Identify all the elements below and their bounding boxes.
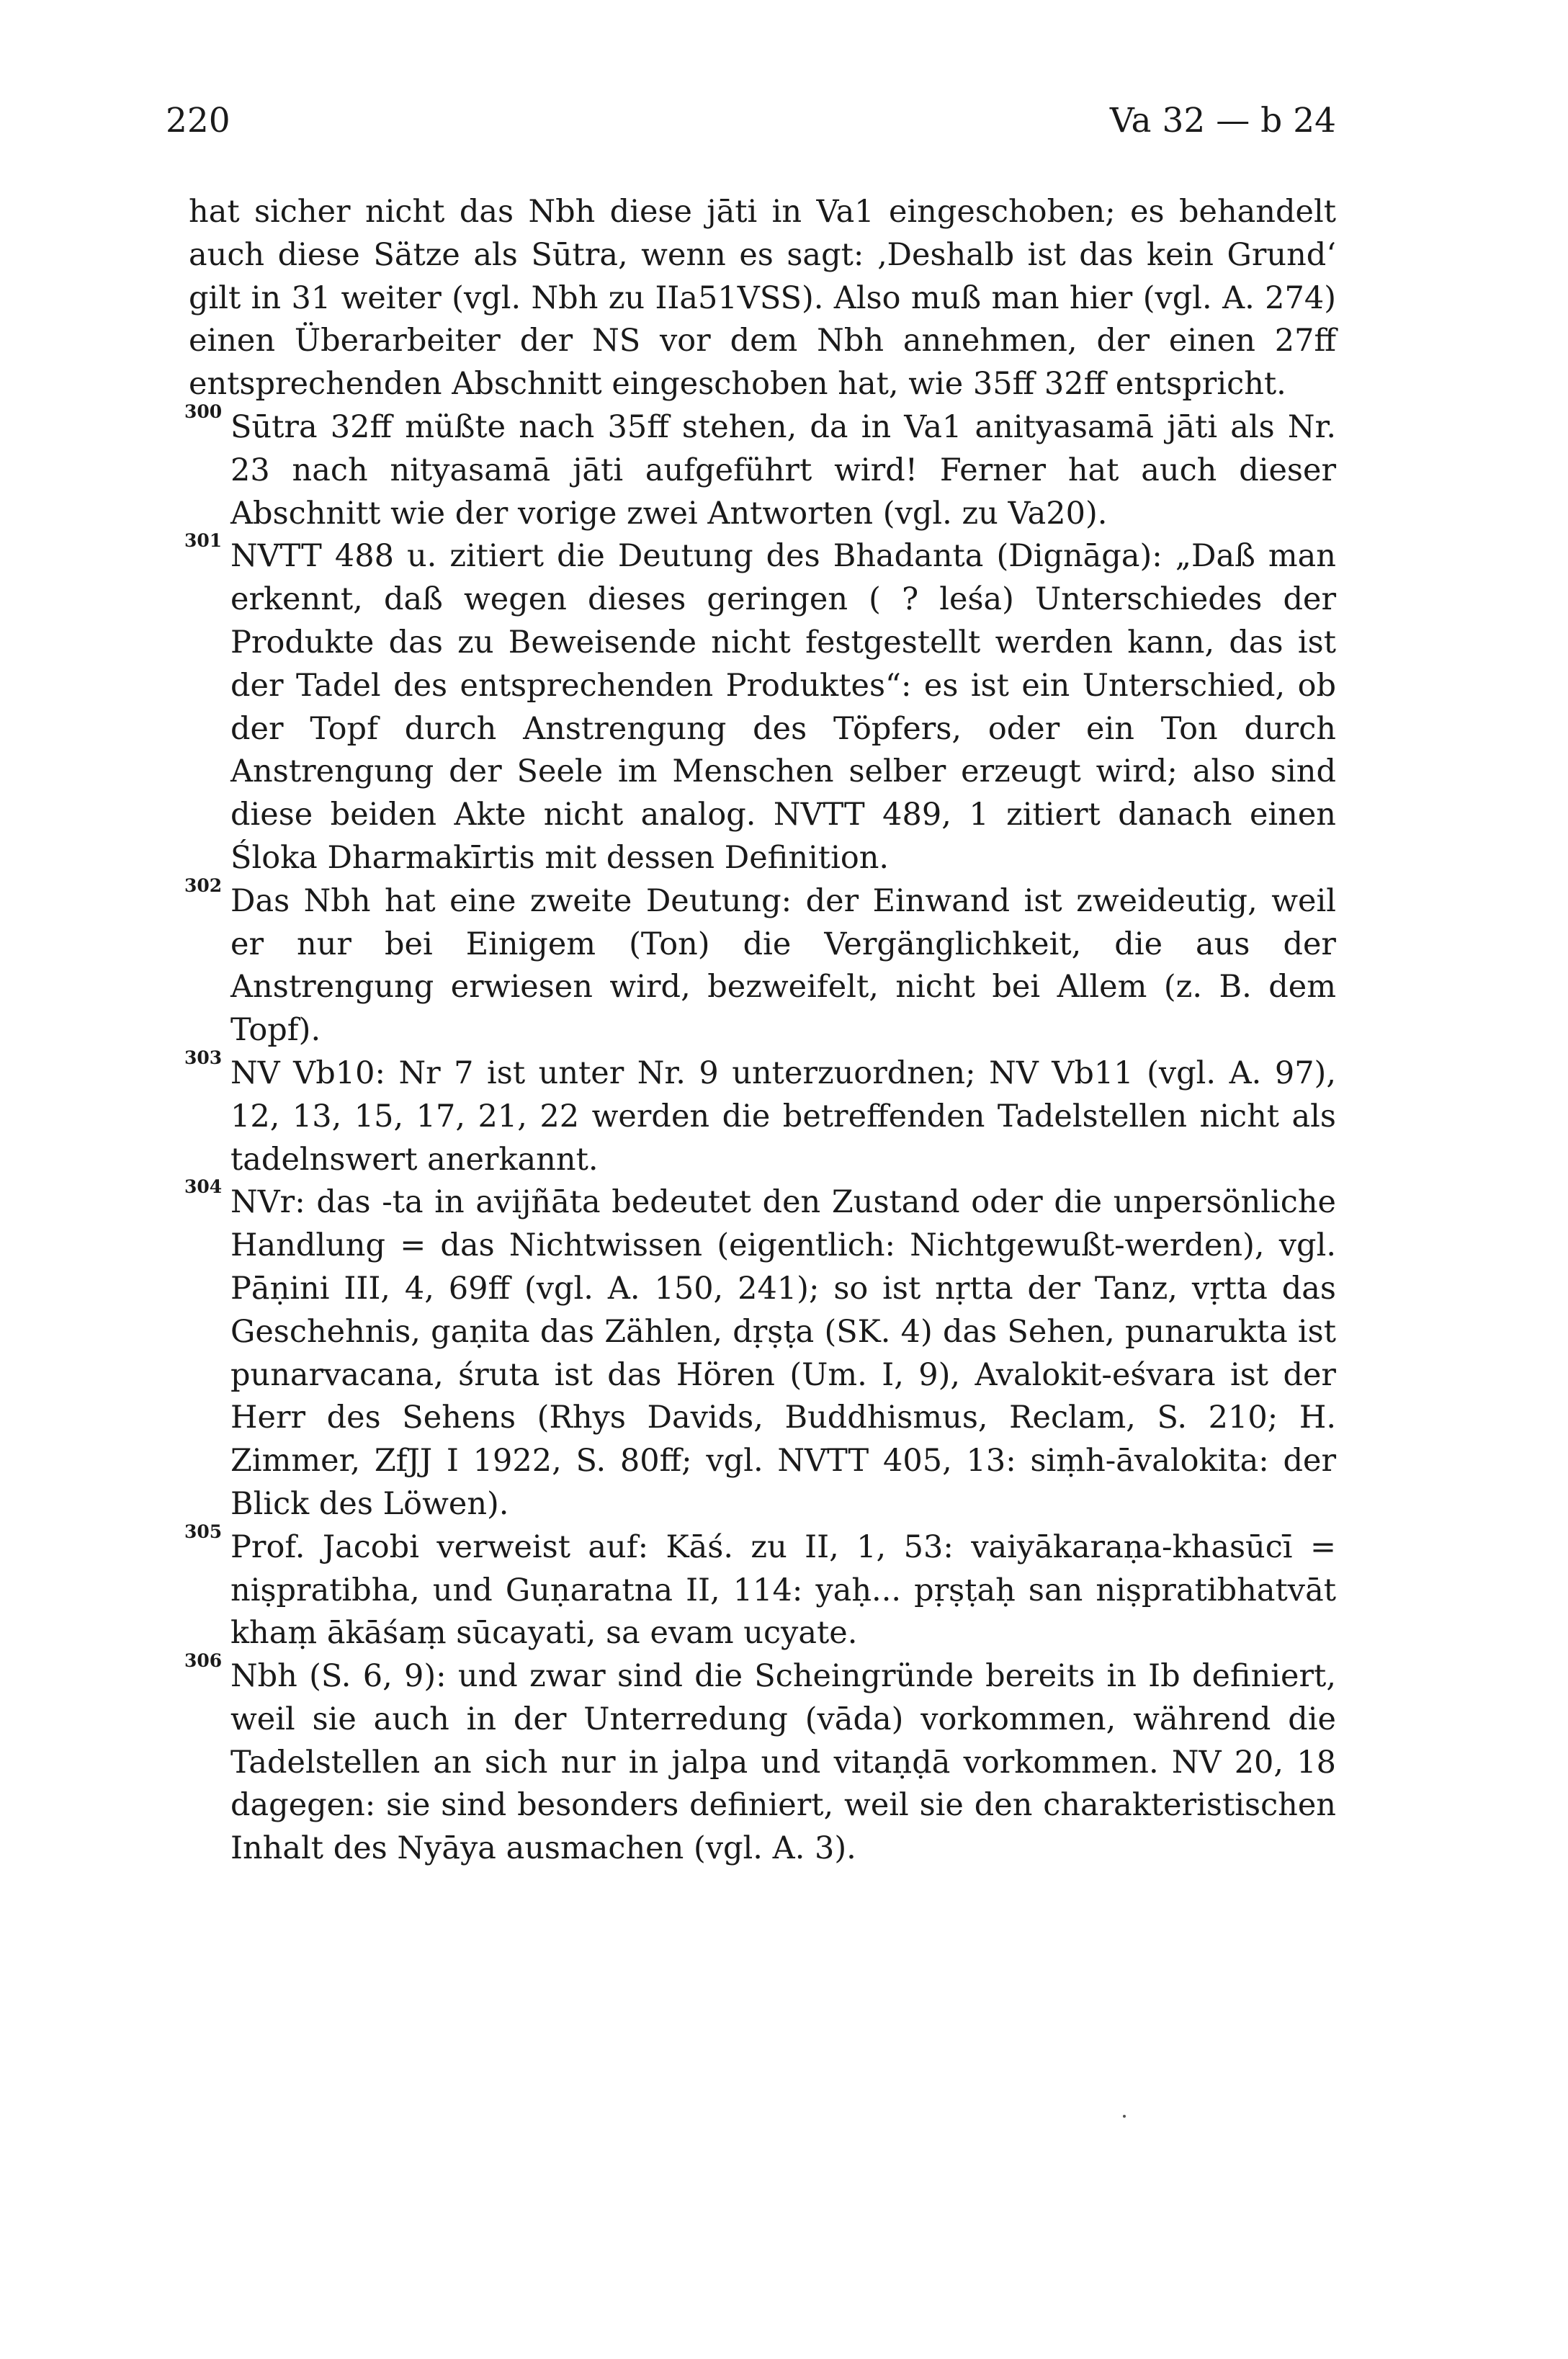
note-text: NVTT 488 u. zitiert die Deutung des Bhadanta (Dignāga): „Daß man erkennt, daß wegen dieses geringen ( ? leśa) Unterschiedes der Produkte das zu Beweisende nicht festgestellt werden kann, das ist der Tadel des entsprechenden Produktes“: es ist ein Unterschied, ob der Topf durch Anstrengung des Töpfers, oder ein Ton durch Anstrengung der Seele im Menschen selber erzeugt wird; also sind diese beiden Akte nicht analog. NVTT 489, 1 zitiert danach einen Śloka Dharmakīrtis mit dessen Definition. [230,538,1336,876]
note-number: 306 [184,1650,223,1672]
running-head [166,92,1336,150]
note-number: 301 [184,530,223,552]
note-text: Prof. Jacobi verweist auf: Kāś. zu II, 1, 53: vaiyākaraṇa-khasūcī = niṣpratibha, und Guṇaratna II, 114: yaḥ... pṛṣṭaḥ san niṣpratibhatvāt khaṃ ākāśaṃ sūcayati, sa evam ucyate. [230,1528,1336,1652]
note-306 [184,1650,1336,1871]
page-number: 220 [166,101,230,140]
note-number: 300 [184,400,223,422]
scan-speck [1123,2115,1126,2118]
note-text: Das Nbh hat eine zweite Deutung: der Einwand ist zweideutig, weil er nur bei Einigem (Ton) die Vergänglichkeit, die aus der Anstrengung erwiesen wird, bezweifelt, nicht bei Allem (z. B. dem Topf). [230,882,1336,1049]
note-number: 305 [184,1521,223,1542]
note-303 [184,1047,1336,1181]
note-304 [184,1176,1336,1526]
note-number: 302 [184,874,223,896]
note-number: 303 [184,1047,223,1068]
note-text: Sūtra 32ff müßte nach 35ff stehen, da in Va1 anityasamā jāti als Nr. 23 nach nityasamā jāti aufgeführt wird! Ferner hat auch dieser Abschnitt wie der vorige zwei Antworten (vgl. zu Va20). [230,408,1336,532]
note-301 [184,530,1336,879]
note-text: Nbh (S. 6, 9): und zwar sind die Scheingründe bereits in Ib definiert, weil sie auch in der Unterredung (vāda) vorkommen, während die Tadelstellen an sich nur in jalpa und vitaṇḍā vorkommen. NV 20, 18 dagegen: sie sind besonders definiert, weil sie den charakteristischen Inhalt des Nyāya ausmachen (vgl. A. 3). [230,1658,1336,1867]
note-302 [184,874,1336,1052]
note-300 [184,400,1336,535]
note-number: 304 [184,1176,223,1198]
section-reference: Va 32 — b 24 [1109,101,1336,140]
note-text: NVr: das -ta in avijñāta bedeutet den Zustand oder die unpersönliche Handlung = das Nichtwissen (eigentlich: Nichtgewußt-werden), vgl. Pāṇini III, 4, 69ff (vgl. A. 150, 241); so ist nṛtta der Tanz, vṛtta das Geschehnis, gaṇita das Zählen, dṛṣṭa (SK. 4) das Sehen, punarukta ist punarvacana, śruta ist das Hören (Um. I, 9), Avalokit-eśvara ist der Herr des Sehens (Rhys Davids, Buddhismus, Reclam, S. 210; H. Zimmer, ZfJJ I 1922, S. 80ff; vgl. NVTT 405, 13: siṃh-āvalokita: der Blick des Löwen). [230,1184,1336,1522]
note-text: NV Vb10: Nr 7 ist unter Nr. 9 unterzuordnen; NV Vb11 (vgl. A. 97), 12, 13, 15, 17, 21, 22 werden die betreffenden Tadelstellen nicht als tadelnswert anerkannt. [230,1055,1336,1178]
footnote-text-block [184,191,1336,1871]
note-305 [184,1521,1336,1655]
continued-note-paragraph: hat sicher nicht das Nbh diese jāti in Va1 eingeschoben; es behandelt auch diese Sätze als Sūtra, wenn es sagt: ‚Deshalb ist das kein Grund‘ gilt in 31 weiter (vgl. Nbh zu IIa51VSS). Also muß man hier (vgl. A. 274) einen Überarbeiter der NS vor dem Nbh annehmen, der einen 27ff entsprechenden Abschnitt eingeschoben hat, wie 35ff 32ff entspricht. [189,194,1336,403]
